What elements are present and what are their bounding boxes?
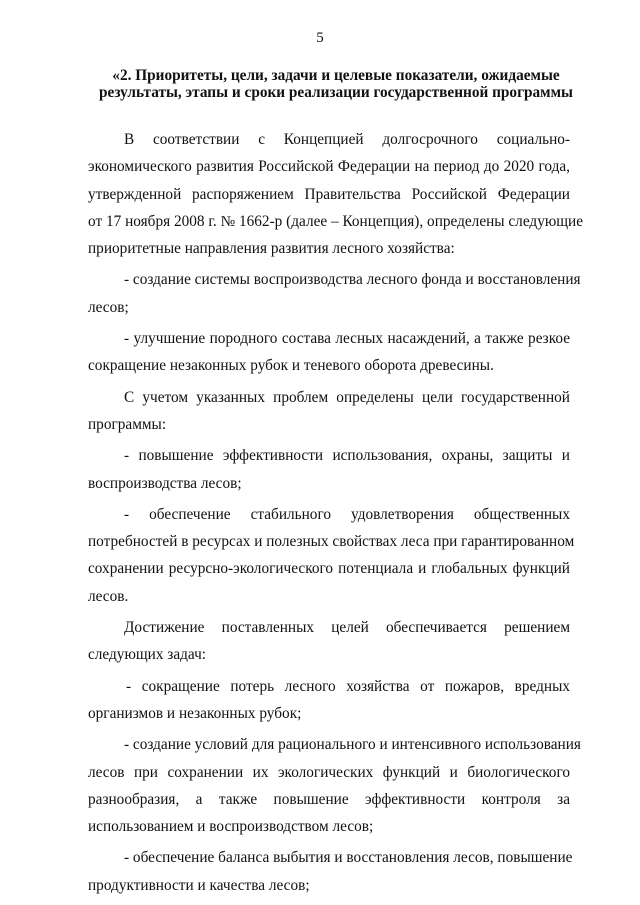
section-heading bbox=[96, 67, 576, 101]
paragraph-concept bbox=[88, 126, 584, 262]
paragraph-tasks-intro bbox=[88, 614, 570, 669]
text-line: Достижение поставленных целей обеспечивается решением bbox=[124, 619, 570, 637]
text-line: - повышение эффективности использования, охраны, защиты и bbox=[124, 447, 570, 465]
text-line: лесов. bbox=[88, 587, 129, 605]
text-line: С учетом указанных проблем определены цели государственной bbox=[124, 388, 570, 406]
text-line: разнообразия, а также повышение эффективности контроля за bbox=[88, 790, 570, 808]
text-line: - сокращение потерь лесного хозяйства от пожаров, вредных bbox=[126, 677, 570, 695]
text-line: - улучшение породного состава лесных насаждений, а также резкое bbox=[124, 330, 570, 348]
section-heading-line: «2. Приоритеты, цели, задачи и целевые показатели, ожидаемые bbox=[112, 67, 560, 84]
text-line: - обеспечение стабильного удовлетворения общественных bbox=[124, 505, 570, 523]
page-number: 5 bbox=[316, 30, 324, 46]
text-line: следующих задач: bbox=[88, 646, 207, 664]
list-item-task bbox=[88, 844, 573, 899]
text-line: утвержденной распоряжением Правительства Российской Федерации bbox=[88, 185, 570, 203]
section-heading-line: результаты, этапы и сроки реализации государственной программы bbox=[99, 84, 573, 101]
text-line: сохранении ресурсно-экологического потенциала и глобальных функций bbox=[88, 560, 570, 578]
text-line: организмов и незаконных рубок; bbox=[88, 704, 302, 722]
list-item-goal bbox=[88, 501, 575, 610]
list-item-priority bbox=[88, 266, 581, 321]
text-line: программы: bbox=[88, 415, 167, 433]
text-line: - создание системы воспроизводства лесного фонда и восстановления bbox=[124, 271, 581, 289]
text-line: экономического развития Российской Федерации на период до 2020 года, bbox=[88, 158, 570, 176]
text-line: В соответствии с Концепцией долгосрочного социально- bbox=[124, 131, 570, 148]
text-line: от 17 ноября 2008 г. № 1662-р (далее – Концепция), определены следующие bbox=[88, 212, 584, 230]
text-line: использованием и воспроизводством лесов; bbox=[88, 818, 374, 836]
document-body bbox=[88, 126, 584, 903]
text-line: воспроизводства лесов; bbox=[88, 474, 242, 492]
list-item-task bbox=[88, 731, 581, 840]
list-item-task bbox=[88, 673, 570, 728]
text-line: - создание условий для рационального и интенсивного использования bbox=[124, 736, 581, 754]
text-line: потребностей в ресурсах и полезных свойствах леса при гарантированном bbox=[88, 533, 575, 551]
text-line: - обеспечение баланса выбытия и восстановления лесов, повышение bbox=[124, 849, 573, 867]
paragraph-goals-intro bbox=[88, 384, 570, 439]
list-item-priority bbox=[88, 325, 570, 380]
text-line: лесов; bbox=[88, 298, 129, 316]
text-line: лесов при сохранении их экологических функций и биологического bbox=[88, 763, 570, 781]
text-line: продуктивности и качества лесов; bbox=[88, 876, 310, 894]
list-item-goal bbox=[88, 442, 570, 497]
text-line: приоритетные направления развития лесного хозяйства: bbox=[88, 240, 455, 258]
text-line: сокращение незаконных рубок и теневого оборота древесины. bbox=[88, 357, 494, 375]
